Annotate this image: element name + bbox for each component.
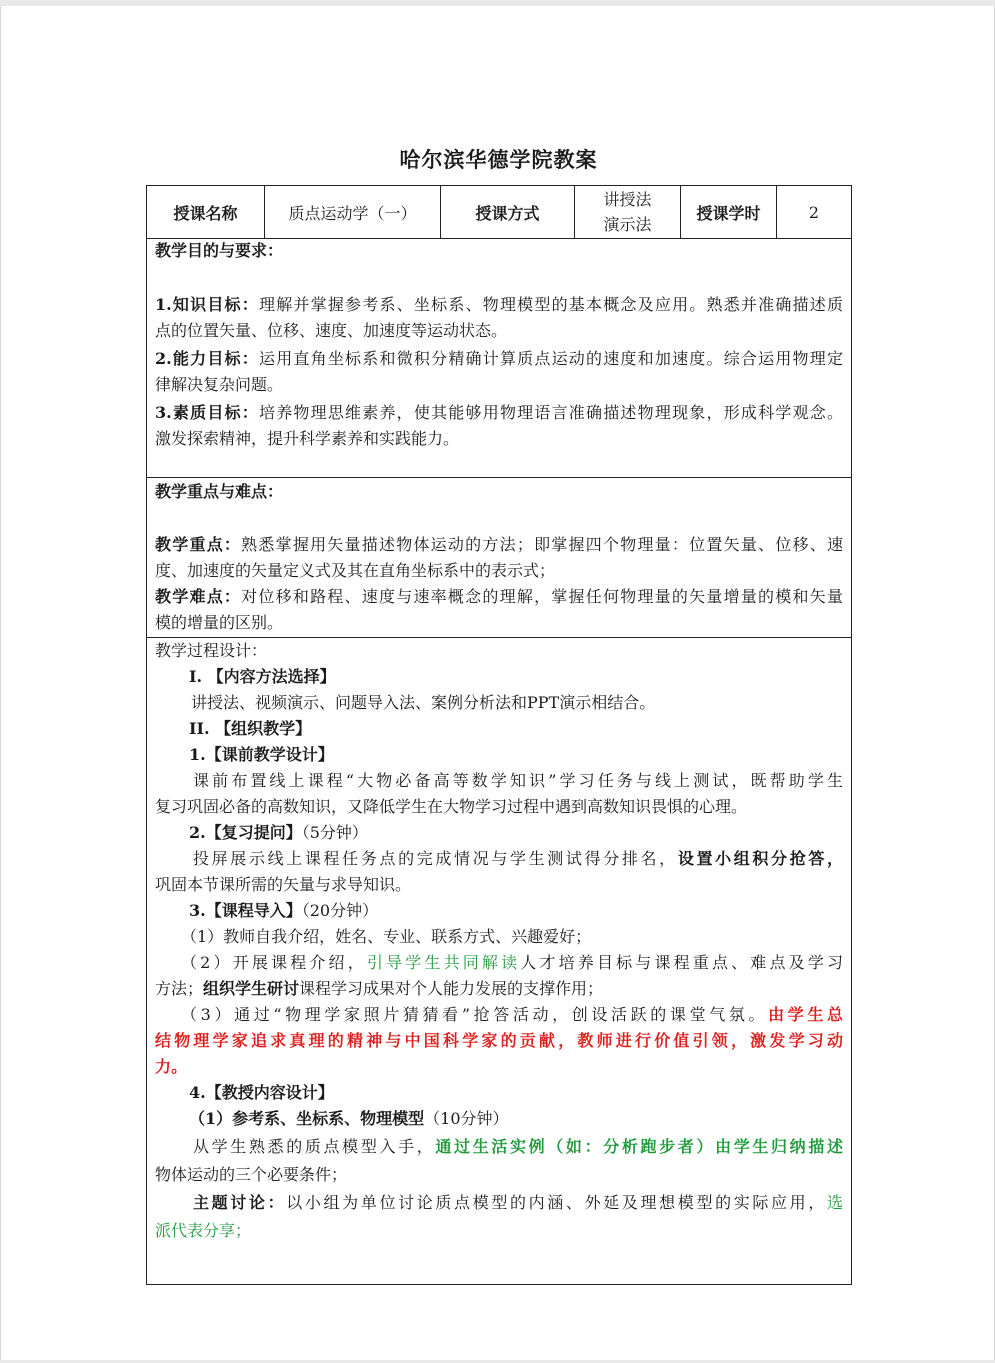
content-design-title: 4.【教授内容设计】 (189, 1083, 334, 1102)
review-text: 投屏展示线上课程任务点的完成情况与学生测试得分排名，设置小组积分抢答， (193, 849, 843, 868)
knowledge-goal-cont: 点的位置矢量、位移、速度、加速度等运动状态。 (155, 321, 508, 340)
content-text-cont: 物体运动的三个必要条件； (155, 1165, 348, 1184)
objectives-section (147, 238, 851, 478)
teaching-focus-cont: 度、加速度的矢量定义式及其在直角坐标系中的表示式； (155, 561, 556, 580)
method-value (575, 186, 681, 238)
quality-goal-cont: 激发探索精神，提升科学素养和实践能力。 (155, 429, 460, 448)
section-1-title: I. 【内容方法选择】 (189, 667, 336, 686)
intro-item-1: （1）教师自我介绍，姓名、专业、联系方式、兴趣爱好； (181, 927, 592, 946)
course-name-label: 授课名称 (147, 186, 265, 238)
teaching-difficulty: 教学难点：对位移和路程、速度与速率概念的理解，掌握任何物理量的矢量增量的模和矢量 (155, 587, 843, 606)
objectives-heading: 教学目的与要求： (155, 241, 284, 260)
discussion-text: 主题讨论：以小组为单位讨论质点模型的内涵、外延及理想模型的实际应用，选 (193, 1193, 843, 1212)
intro-item-3-cont: 结物理学家追求真理的精神与中国科学家的贡献，教师进行价值引领，激发学习动 (155, 1031, 843, 1050)
process-heading: 教学过程设计： (155, 641, 268, 660)
intro-item-2: （2）开展课程介绍，引导学生共同解读人才培养目标与课程重点、难点及学习 (181, 953, 843, 972)
ability-goal-cont: 律解决复杂问题。 (155, 375, 284, 394)
document-page (0, 6, 995, 1360)
section-1-text: 讲授法、视频演示、问题导入法、案例分析法和PPT演示相结合。 (191, 693, 656, 712)
method-label: 授课方式 (441, 186, 575, 238)
method-value-2: 演示法 (603, 215, 652, 234)
process-section (147, 638, 851, 1284)
header-row (147, 186, 851, 239)
content-text: 从学生熟悉的质点模型入手，通过生活实例（如：分析跑步者）由学生归纳描述 (193, 1137, 843, 1156)
teaching-focus: 教学重点：熟悉掌握用矢量描述物体运动的方法；即掌握四个物理量：位置矢量、位移、速 (155, 535, 843, 554)
lesson-plan-table (146, 185, 852, 1285)
hours-value: 2 (808, 202, 820, 222)
page-title: 哈尔滨华德学院教案 (399, 147, 598, 172)
keypoints-section (147, 478, 851, 638)
quality-goal: 3.素质目标：培养物理思维素养，使其能够用物理语言准确描述物理现象，形成科学观念。 (155, 403, 843, 422)
intro-item-3-end: 力。 (155, 1057, 188, 1076)
keypoints-heading: 教学重点与难点： (155, 482, 284, 501)
review-text-cont: 巩固本节课所需的矢量与求导知识。 (155, 875, 412, 894)
intro-item-3: （3）通过“物理学家照片猜猜看”抢答活动，创设活跃的课堂气氛。由学生总 (181, 1005, 843, 1024)
ability-goal: 2.能力目标：运用直角坐标系和微积分精确计算质点运动的速度和加速度。综合运用物理定 (155, 349, 843, 368)
discussion-text-cont: 派代表分享； (155, 1221, 252, 1240)
pre-class-text-cont: 复习巩固必备的高数知识，又降低学生在大物学习过程中遇到高数知识畏惧的心理。 (155, 797, 748, 816)
knowledge-goal: 1.知识目标：理解并掌握参考系、坐标系、物理模型的基本概念及应用。熟悉并准确描述质 (155, 295, 843, 314)
course-name-value: 质点运动学（一） (265, 186, 441, 238)
pre-class-text: 课前布置线上课程“大物必备高等数学知识”学习任务与线上测试，既帮助学生 (193, 771, 843, 790)
section-2-title: II. 【组织教学】 (189, 719, 312, 738)
intro-item-2-cont: 方法；组织学生研讨课程学习成果对个人能力发展的支撑作用； (155, 979, 604, 998)
pre-class-title: 1.【课前教学设计】 (189, 745, 334, 764)
hours-label: 授课学时 (681, 186, 777, 238)
method-value-1: 讲授法 (603, 190, 652, 209)
intro-title: 3.【课程导入】（20分钟） (189, 901, 379, 920)
teaching-difficulty-cont: 模的增量的区别。 (155, 613, 284, 632)
review-title: 2.【复习提问】（5分钟） (189, 823, 368, 842)
content-sub-title: （1）参考系、坐标系、物理模型（10分钟） (189, 1109, 509, 1128)
